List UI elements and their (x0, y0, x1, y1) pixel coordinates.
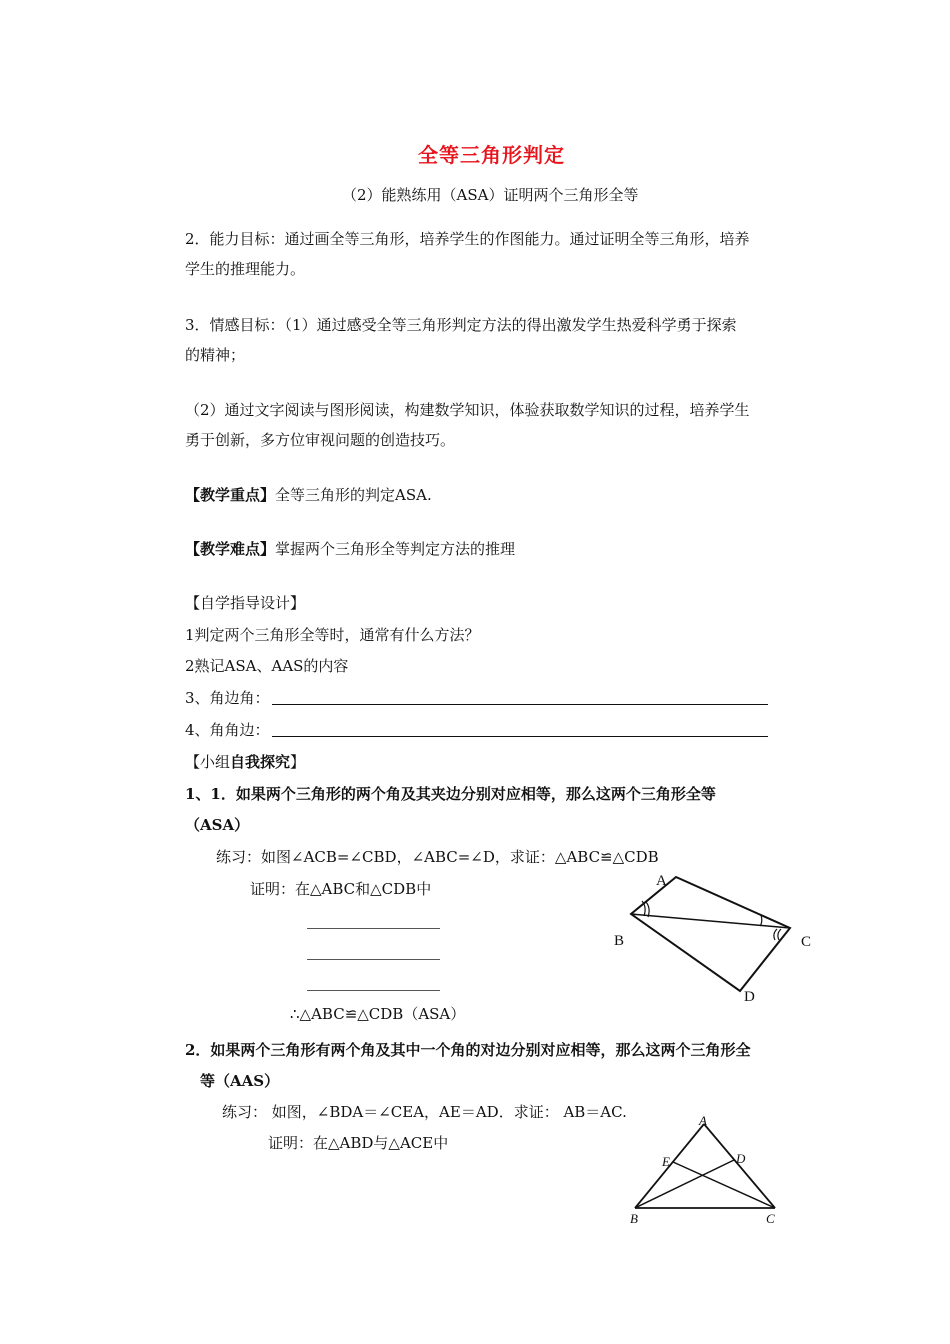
ability-goal-line1: 2．能力目标：通过画全等三角形，培养学生的作图能力。通过证明全等三角形，培养 (185, 230, 750, 248)
aas-label-d: D (736, 1151, 746, 1166)
emotion-goal-line2: 的精神； (185, 346, 246, 364)
emotion-goal2-line1: （2）通过文字阅读与图形阅读，构建数学知识，体验获取数学知识的过程，培养学生 (185, 401, 750, 419)
aas-label-a: A (699, 1113, 707, 1128)
aas-proof-start: 证明：在△ABD与△ACE中 (268, 1134, 449, 1152)
group-heading (185, 752, 305, 772)
asa-proof-blank-3[interactable] (307, 990, 440, 991)
asa-proof-blank-1[interactable] (307, 928, 440, 929)
asa-figure-diagonal-bc (631, 914, 790, 928)
q3-answer-blank[interactable] (272, 704, 768, 705)
aas-segment-ce (673, 1162, 775, 1208)
self-study-q1: 1判定两个三角形全等时，通常有什么方法？ (185, 626, 480, 644)
asa-figure-outline (631, 877, 790, 991)
self-study-heading: 【自学指导设计】 (185, 594, 306, 612)
asa-statement-line1: 1、1．如果两个三角形的两个角及其夹边分别对应相等，那么这两个三角形全等 (185, 785, 716, 803)
asa-label-d: D (744, 989, 755, 1005)
key-point-text: 全等三角形的判定ASA. (275, 486, 432, 504)
asa-figure (600, 860, 820, 1010)
aas-exercise: 练习： 如图，∠BDA＝∠CEA，AE＝AD．求证： AB＝AC. (222, 1103, 627, 1121)
self-study-q2: 2熟记ASA、AAS的内容 (185, 657, 349, 675)
aas-label-c: C (766, 1211, 775, 1226)
asa-exercise: 练习：如图∠ACB=∠CBD，∠ABC=∠D，求证：△ABC≌△CDB (216, 848, 659, 866)
asa-conclusion: ∴△ABC≌△CDB（ASA） (290, 1005, 466, 1023)
group-heading-suffix: 】 (290, 753, 306, 771)
page-title: 全等三角形判定 (418, 143, 565, 167)
asa-label-c: C (801, 934, 812, 950)
asa-label-a: A (656, 873, 667, 889)
asa-proof-blank-2[interactable] (307, 959, 440, 960)
aas-label-b: B (630, 1211, 638, 1226)
q4-answer-blank[interactable] (272, 736, 768, 737)
asa-proof-start: 证明：在△ABC和△CDB中 (250, 880, 432, 898)
difficulty-label: 【教学难点】 (185, 540, 276, 558)
self-study-q3: 3、角边角： (185, 689, 270, 707)
asa-label-b: B (614, 933, 625, 949)
emotion-goal-line1: 3．情感目标：（1）通过感受全等三角形判定方法的得出激发学生热爱科学勇于探索 (185, 316, 737, 334)
difficulty (185, 539, 515, 559)
key-point-label: 【教学重点】 (185, 486, 276, 504)
aas-statement-line1: 2．如果两个三角形有两个角及其中一个角的对边分别对应相等，那么这两个三角形全 (185, 1041, 751, 1059)
aas-statement-line2: 等（AAS） (200, 1072, 280, 1090)
angle-mark-cbd (774, 929, 777, 940)
angle-mark-acb (760, 915, 762, 926)
key-point (185, 485, 432, 505)
ability-goal-line2: 学生的推理能力。 (185, 260, 306, 278)
self-study-q4: 4、角角边： (185, 721, 270, 739)
difficulty-text: 掌握两个三角形全等判定方法的推理 (275, 540, 516, 558)
group-heading-bold: 自我探究 (230, 753, 291, 771)
emotion-goal2-line2: 勇于创新，多方位审视问题的创造技巧。 (185, 431, 456, 449)
objective-asa: （2）能熟练用（ASA）证明两个三角形全等 (342, 186, 639, 204)
group-heading-prefix: 【小组 (185, 753, 231, 771)
asa-statement-line2: （ASA） (185, 816, 250, 834)
aas-label-e: E (662, 1154, 670, 1169)
